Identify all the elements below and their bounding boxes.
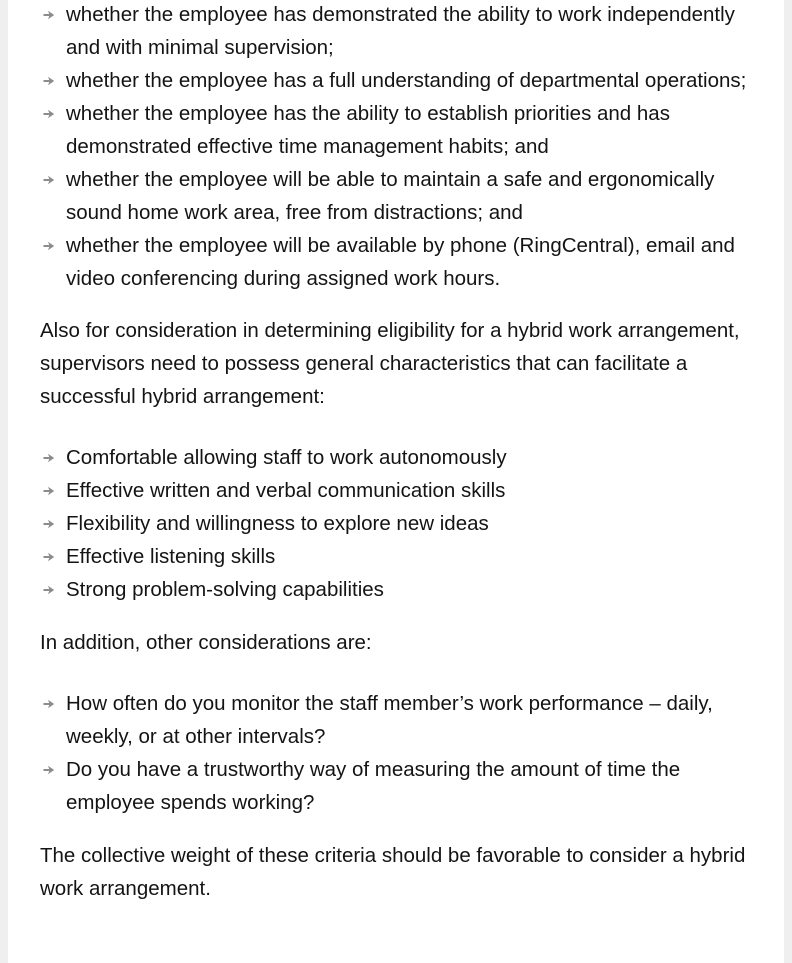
list-item-text: Effective written and verbal communication skills: [66, 479, 506, 502]
list-item-text: Do you have a trustworthy way of measuring the amount of time the employee spends working?: [66, 758, 681, 814]
arrow-bullet-icon: [43, 519, 55, 529]
list-item: [40, 474, 752, 507]
arrow-bullet-icon: [43, 76, 55, 86]
arrow-bullet-icon: [43, 486, 55, 496]
arrow-bullet-icon: [43, 10, 55, 20]
other-considerations-paragraph: In addition, other considerations are:: [40, 631, 372, 654]
arrow-bullet-icon: [43, 699, 55, 709]
arrow-bullet-icon: [43, 453, 55, 463]
employee-criteria-list: [40, 0, 752, 295]
left-page-edge: [0, 0, 8, 963]
list-item: [40, 64, 752, 97]
list-item: [40, 229, 752, 295]
list-item: [40, 753, 752, 819]
supervisor-characteristics-list: [40, 441, 752, 606]
conclusion-paragraph: The collective weight of these criteria should be favorable to consider a hybrid work arrangement.: [40, 844, 746, 900]
list-item: [40, 441, 752, 474]
list-item-text: whether the employee has a full understanding of departmental operations;: [66, 69, 747, 92]
supervisor-intro-paragraph: Also for consideration in determining eligibility for a hybrid work arrangement, supervisors need to possess general characteristics that can facilitate a successful hybrid arrangement:: [40, 319, 740, 408]
arrow-bullet-icon: [43, 241, 55, 251]
list-item-text: Strong problem-solving capabilities: [66, 578, 384, 601]
list-item-text: whether the employee will be able to maintain a safe and ergonomically sound home work area, free from distractions; and: [66, 168, 715, 224]
list-item-text: whether the employee has demonstrated the ability to work independently and with minimal supervision;: [66, 3, 735, 59]
list-item: [40, 97, 752, 163]
list-item-text: whether the employee has the ability to establish priorities and has demonstrated effective time management habits; and: [66, 102, 670, 158]
arrow-bullet-icon: [43, 585, 55, 595]
list-item: [40, 687, 752, 753]
arrow-bullet-icon: [43, 109, 55, 119]
list-item: [40, 507, 752, 540]
right-page-edge: [784, 0, 792, 963]
document-body: [40, 0, 752, 905]
list-item: [40, 540, 752, 573]
list-item-text: Effective listening skills: [66, 545, 276, 568]
list-item: [40, 573, 752, 606]
list-item-text: How often do you monitor the staff member’s work performance – daily, weekly, or at other intervals?: [66, 692, 713, 748]
list-item-text: whether the employee will be available by phone (RingCentral), email and video conferencing during assigned work hours.: [66, 234, 735, 290]
arrow-bullet-icon: [43, 765, 55, 775]
arrow-bullet-icon: [43, 552, 55, 562]
list-item-text: Comfortable allowing staff to work autonomously: [66, 446, 507, 469]
list-item: [40, 163, 752, 229]
other-considerations-list: [40, 687, 752, 819]
arrow-bullet-icon: [43, 175, 55, 185]
list-item: [40, 0, 752, 64]
list-item-text: Flexibility and willingness to explore new ideas: [66, 512, 489, 535]
